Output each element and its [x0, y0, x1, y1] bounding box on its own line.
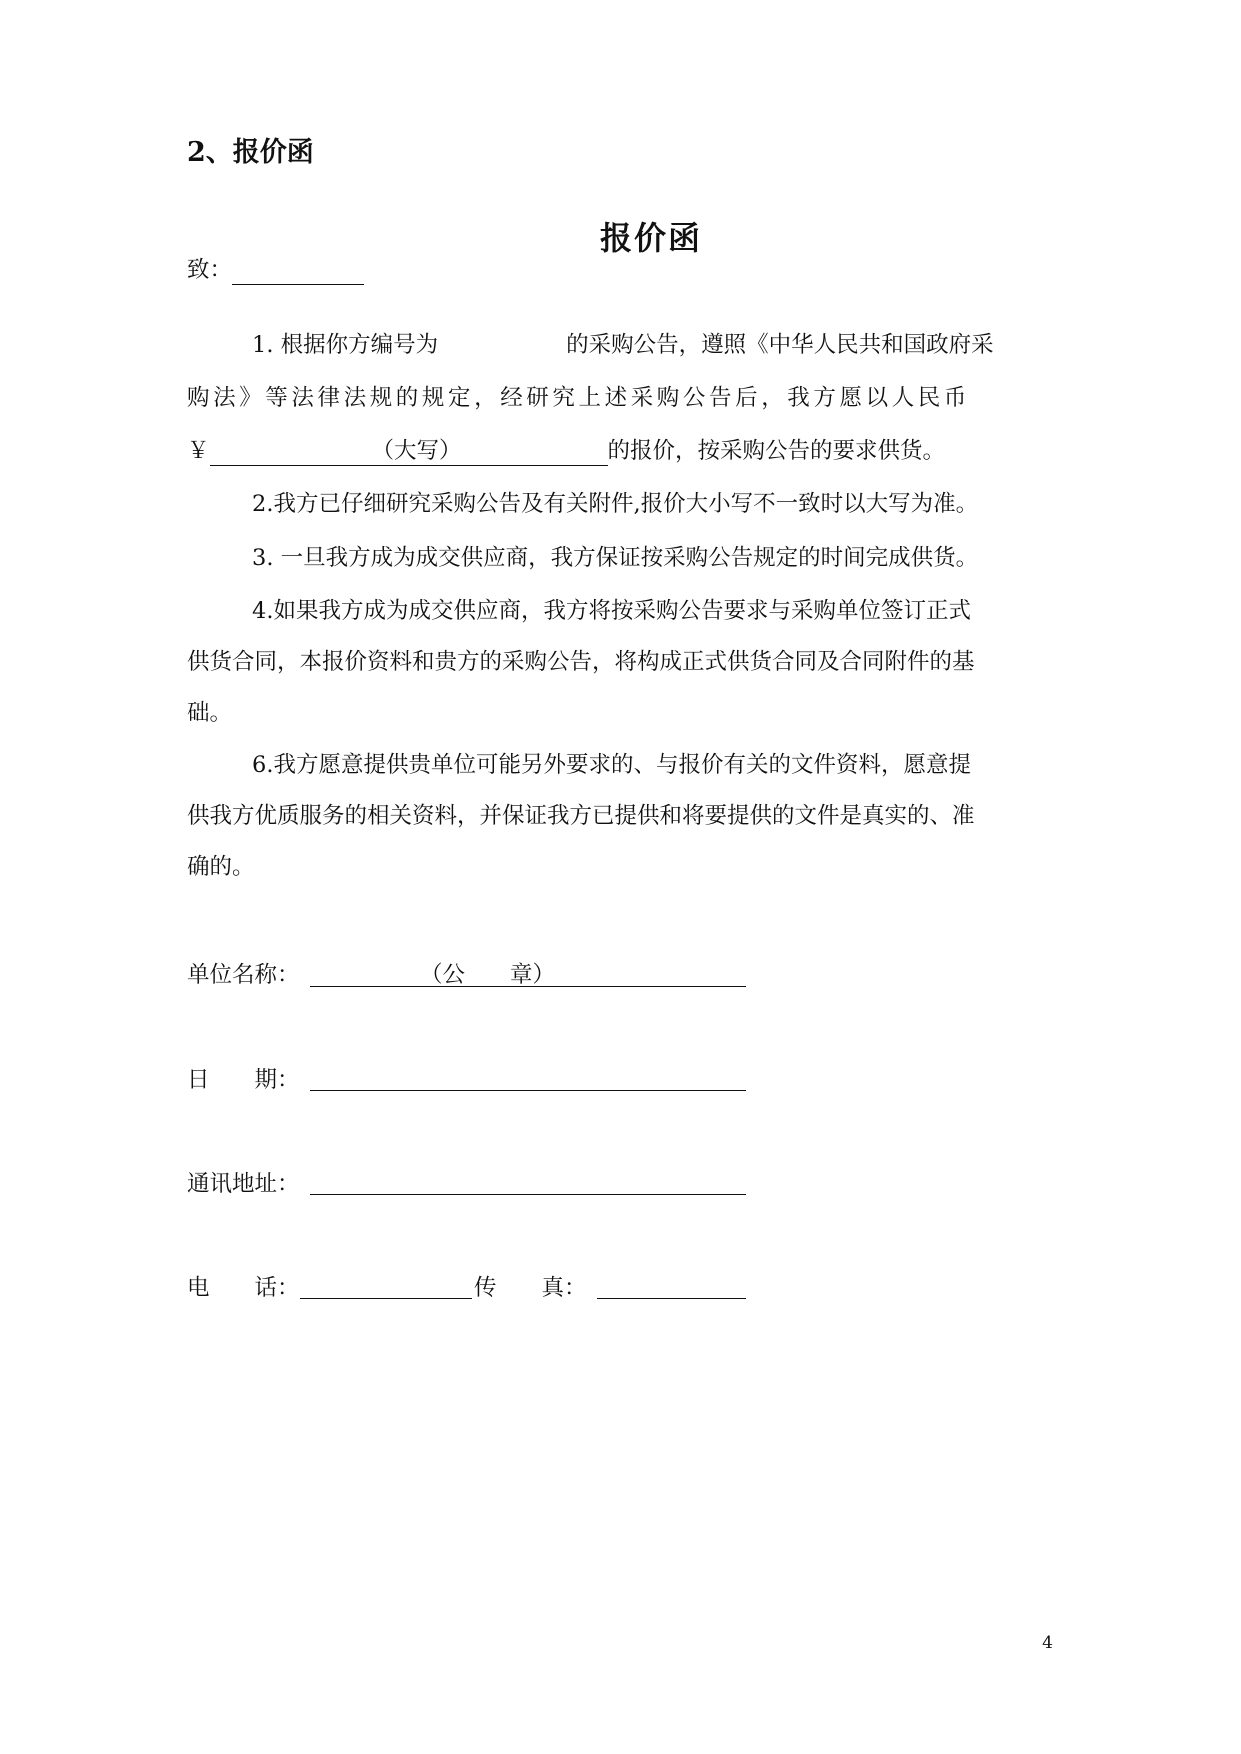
phone-blank[interactable] [300, 1298, 472, 1299]
amount-hint: （大写） [371, 438, 462, 464]
para1-line2: 购法》等法律法规的规定，经研究上述采购公告后，我方愿以人民币 [187, 385, 971, 411]
fax-blank[interactable] [597, 1298, 746, 1299]
to-label: 致： [187, 257, 233, 283]
date-blank[interactable] [310, 1090, 746, 1091]
phone-label: 电 话： [187, 1275, 300, 1301]
para4-line1: 4.如果我方成为成交供应商，我方将按采购公告要求与采购单位签订正式 [252, 598, 971, 624]
para6-line2: 供我方优质服务的相关资料，并保证我方已提供和将要提供的文件是真实的、准 [187, 803, 975, 829]
page-number: 4 [1042, 1633, 1053, 1653]
para2: 2.我方已仔细研究采购公告及有关附件,报价大小写不一致时以大写为准。 [252, 491, 979, 517]
para6-line1: 6.我方愿意提供贵单位可能另外要求的、与报价有关的文件资料，愿意提 [252, 752, 971, 778]
fax-label: 传 真： [474, 1275, 587, 1301]
para3: 3. 一旦我方成为成交供应商，我方保证按采购公告规定的时间完成供货。 [252, 545, 979, 571]
para1-text-b: 的采购公告，遵照《中华人民共和国政府采 [566, 332, 994, 358]
amount-blank[interactable] [210, 439, 608, 466]
para4-line3: 础。 [187, 700, 233, 726]
address-label: 通讯地址： [187, 1171, 300, 1197]
addressee-line [187, 255, 364, 285]
para1-text-a: 1. 根据你方编号为 [252, 332, 439, 358]
section-heading: 2、报价函 [187, 137, 314, 168]
document-title: 报价函 [599, 219, 702, 257]
addressee-blank[interactable] [232, 258, 364, 285]
address-blank[interactable] [310, 1194, 746, 1195]
para4-line2: 供货合同，本报价资料和贵方的采购公告，将构成正式供货合同及合同附件的基 [187, 649, 975, 675]
para1-line3 [187, 436, 945, 466]
para1-line1 [252, 330, 994, 360]
para1-text-end: 的报价，按采购公告的要求供货。 [607, 438, 946, 464]
para6-line3: 确的。 [187, 854, 255, 880]
unit-name-label: 单位名称： [187, 962, 300, 988]
date-label: 日 期： [187, 1067, 300, 1093]
seal-hint: （公 章） [420, 962, 556, 988]
currency-symbol: ￥ [187, 438, 210, 464]
